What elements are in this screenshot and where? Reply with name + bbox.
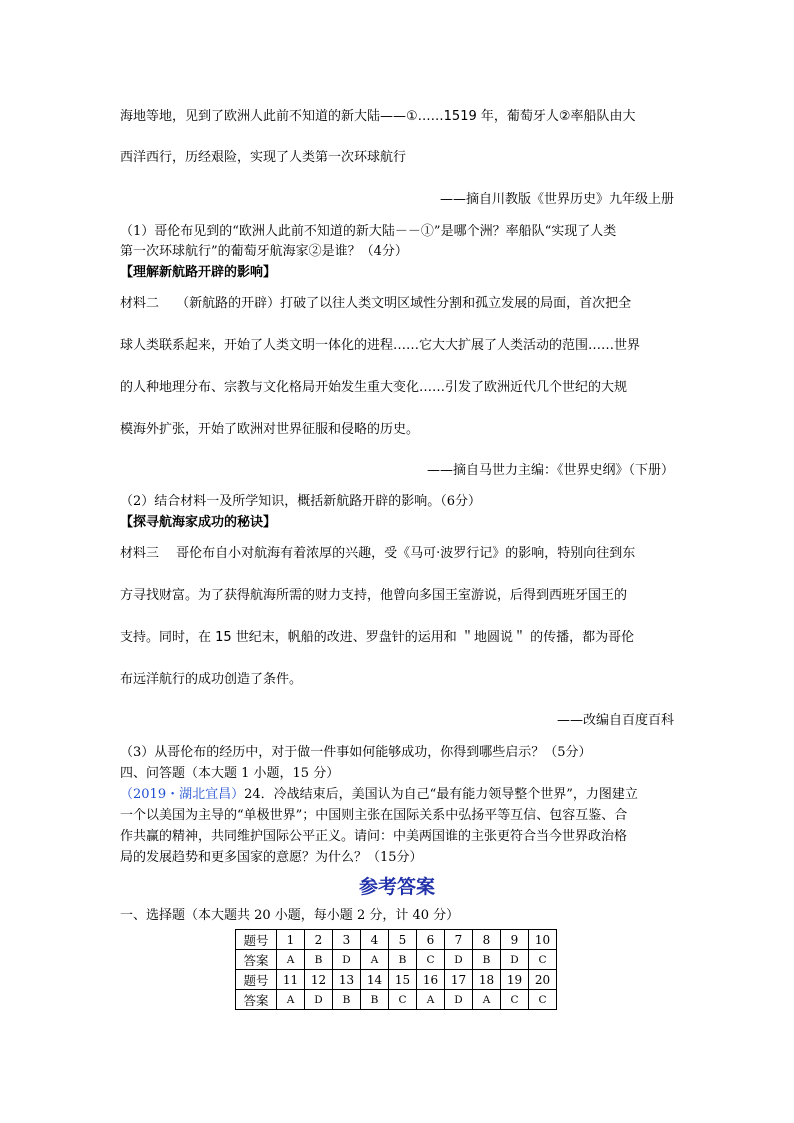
material-one-source: ——摘自川教版《世界历史》九年级上册: [439, 192, 674, 207]
question-24-line-4: 局的发展趋势和更多国家的意愿？为什么？（15分）: [120, 850, 423, 865]
question-number-cell: 5: [389, 930, 417, 950]
answer-cell: A: [361, 950, 389, 970]
material-two-source: ——摘自马世力主编：《世界史纲》（下册）: [426, 463, 674, 478]
answer-cell: C: [529, 950, 557, 970]
question-number-cell: 4: [361, 930, 389, 950]
answer-cell: C: [529, 990, 557, 1010]
question-number-cell: 2: [305, 930, 333, 950]
answer-cell: B: [361, 990, 389, 1010]
material-three-source: ——改编自百度百科: [556, 713, 674, 728]
table-row-label: 题号: [236, 930, 277, 950]
section-heading-secret: 【探寻航海家成功的秘诀】: [120, 515, 277, 530]
material-three-line-4: 布远洋航行的成功创造了条件。: [120, 672, 303, 687]
question-number-cell: 1: [277, 930, 305, 950]
question-number-cell: 7: [445, 930, 473, 950]
question-number-cell: 6: [417, 930, 445, 950]
answer-cell: D: [501, 950, 529, 970]
table-row: [236, 930, 557, 950]
answer-cell: C: [501, 990, 529, 1010]
question-24-line-1: [120, 788, 638, 801]
question-1-line-1: （1）哥伦布见到的“欧洲人此前不知道的新大陆－－①”是哪个洲？率船队“实现了人类: [120, 224, 617, 239]
section-heading-impact: 【理解新航路开辟的影响】: [120, 265, 277, 280]
material-three-line-3: 支持。同时，在 15 世纪末，帆船的改进、罗盘针的运用和 ＂地圆说＂ 的传播，都为哥伦: [120, 630, 635, 645]
answer-cell: B: [305, 950, 333, 970]
question-number-cell: 16: [417, 970, 445, 990]
table-row-label: 答案: [236, 990, 277, 1010]
question-number-cell: 18: [473, 970, 501, 990]
material-two-line-1: 材料二 （新航路的开辟）打破了以往人类文明区域性分割和孤立发展的局面，首次把全: [120, 296, 632, 311]
material-two-line-4: 模海外扩张，开始了欧洲对世界征服和侵略的历史。: [120, 422, 420, 437]
question-1-line-2: 第一次环球航行”的葡萄牙航海家②是谁？（4分）: [120, 244, 408, 259]
material-two-line-2: 球人类联系起来，开始了人类文明一体化的进程……它大大扩展了人类活动的范围……世界: [120, 338, 641, 353]
table-row: [236, 970, 557, 990]
table-row-label: 答案: [236, 950, 277, 970]
question-number-cell: 15: [389, 970, 417, 990]
question-2: （2）结合材料一及所学知识，概括新航路开辟的影响。（6分）: [120, 494, 482, 509]
table-row: [236, 990, 557, 1010]
answer-cell: C: [389, 990, 417, 1010]
question-number-cell: 12: [305, 970, 333, 990]
table-row: [236, 950, 557, 970]
answer-cell: A: [417, 990, 445, 1010]
question-3: （3）从哥伦布的经历中，对于做一件事如何能够成功，你得到哪些启示？（5分）: [120, 745, 592, 760]
answer-cell: A: [473, 990, 501, 1010]
answer-cell: A: [277, 950, 305, 970]
question-24-line-1-text: 24．冷战结束后，美国认为自己“最有能力领导整个世界”，力图建立: [244, 787, 638, 802]
answer-cell: B: [473, 950, 501, 970]
part-four-heading: 四、问答题（本大题 1 小题，15 分）: [120, 766, 340, 781]
answer-table: [235, 929, 557, 1010]
answer-cell: D: [333, 950, 361, 970]
material-one-line-2: 西洋西行，历经艰险，实现了人类第一次环球航行: [120, 150, 407, 165]
material-three-line-1: 材料三 哥伦布自小对航海有着浓厚的兴趣，受《马可·波罗行记》的影响，特别向往到东: [120, 546, 636, 561]
question-number-cell: 11: [277, 970, 305, 990]
question-number-cell: 10: [529, 930, 557, 950]
question-24-line-3: 作共赢的精神，共同维护国际公平正义。请问：中美两国谁的主张更符合当今世界政治格: [120, 829, 628, 844]
material-one-line-1: 海地等地，见到了欧洲人此前不知道的新大陆——①……1519 年，葡萄牙人②率船队由大: [120, 109, 636, 124]
question-number-cell: 14: [361, 970, 389, 990]
answer-key-title: 参考答案: [358, 876, 435, 898]
question-number-cell: 8: [473, 930, 501, 950]
answer-cell: C: [417, 950, 445, 970]
question-number-cell: 3: [333, 930, 361, 950]
question-number-cell: 20: [529, 970, 557, 990]
answer-key-section-one: 一、选择题（本大题共 20 小题，每小题 2 分，计 40 分）: [120, 908, 460, 923]
question-number-cell: 19: [501, 970, 529, 990]
question-number-cell: 13: [333, 970, 361, 990]
answer-cell: A: [277, 990, 305, 1010]
source-tag: （2019・湖北宜昌）: [120, 787, 245, 802]
material-three-line-2: 方寻找财富。为了获得航海所需的财力支持，他曾向多国王室游说，后得到西班牙国王的: [120, 588, 628, 603]
answer-cell: B: [333, 990, 361, 1010]
answer-cell: B: [389, 950, 417, 970]
question-number-cell: 9: [501, 930, 529, 950]
question-number-cell: 17: [445, 970, 473, 990]
table-row-label: 题号: [236, 970, 277, 990]
question-24-line-2: 一个以美国为主导的“单极世界”；中国则主张在国际关系中弘扬平等互信、包容互鉴、合: [120, 808, 628, 823]
answer-cell: D: [445, 950, 473, 970]
material-two-line-3: 的人种地理分布、宗教与文化格局开始发生重大变化……引发了欧洲近代几个世纪的大规: [120, 380, 628, 395]
answer-cell: D: [305, 990, 333, 1010]
answer-cell: D: [445, 990, 473, 1010]
